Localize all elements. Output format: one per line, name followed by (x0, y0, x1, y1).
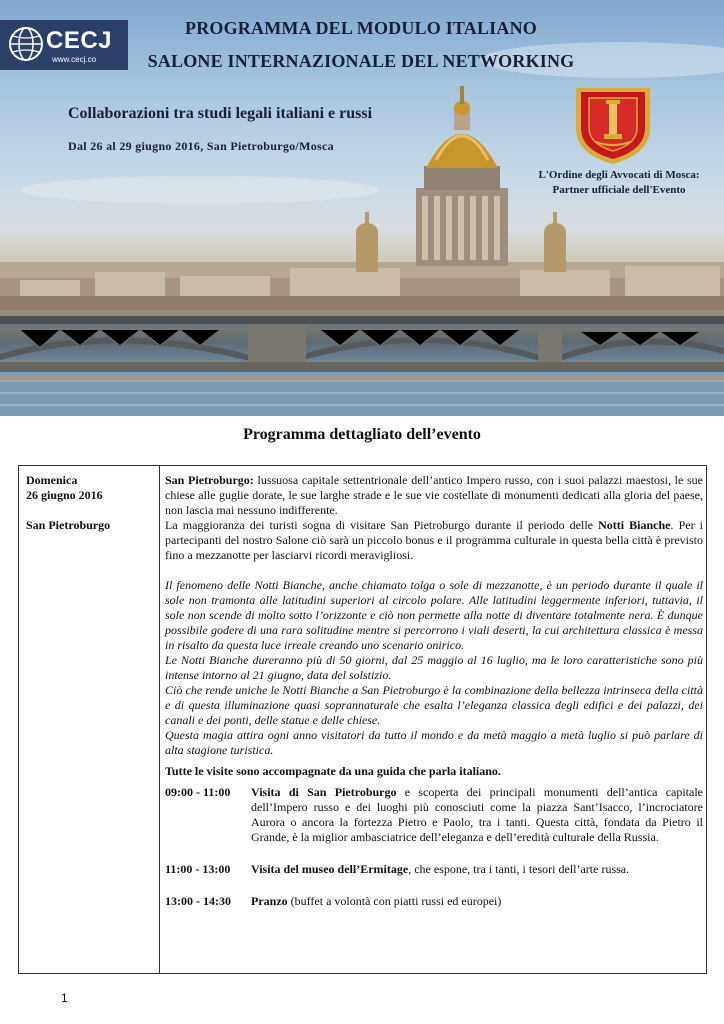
cecj-logo[interactable] (0, 20, 128, 70)
partner-note (520, 168, 718, 198)
italic-paragraph-4: Questa magia attira ogni anno visitatori da tutto il mondo e da metà maggio a metà luglio si può parlare di alta stagione turistica. (165, 728, 703, 757)
schedule-text: Pranzo (buffet a volontà con piatti russi ed europei) (251, 894, 502, 908)
italic-paragraph-3: Ciò che rende uniche le Notti Bianche a San Pietroburgo è la combinazione della bellezza intrinseca della città e di questa illuminazione quasi soprannaturale che esalta l’eleganza classica degli edifici e dei palazzi, dei canali e dei ponti, delle statue e delle chiese. (165, 683, 703, 727)
program-table (18, 465, 707, 974)
schedule-time: 09:00 - 11:00 (165, 785, 231, 799)
column-divider (159, 466, 160, 973)
intro-paragraph (165, 473, 703, 518)
schedule-item (165, 785, 703, 845)
intro-text: lussuosa capitale settentrionale dell’antico Impero russo, con i suoi palazzi maestosi, le sue chiese alle guglie dorate, le sue larghe strade e le sue vie costellate di monumenti dedicati alla gloria del paese, non lascia mai nessuno indifferente. (165, 473, 703, 517)
hero-banner (0, 0, 724, 416)
logo-brand: CECJ (46, 27, 113, 54)
globe-icon (8, 25, 44, 63)
event-dates: Dal 26 al 29 giugno 2016, San Pietroburgo/Mosca (68, 139, 334, 153)
schedule-text: Visita di San Pietroburgo e scoperta dei principali monumenti dell’antica capitale dell’Impero russo e dei luoghi più conosciuti come la piazza Sant’Isacco, l’incrociatore Aurora o ancora la fortezza Pietro e Paolo, tra i tanti. Questa città, fondata da Pietro il Grande, è la miglior ambasciatrice dell’eleganza e dell’eredità culturale della Russia. (251, 785, 703, 844)
guide-note: Tutte le visite sono accompagnate da una guida che parla italiano. (165, 764, 501, 778)
schedule-item (165, 894, 703, 909)
programme-title: PROGRAMMA DEL MODULO ITALIANO (185, 18, 537, 38)
day-details-cell (165, 473, 703, 909)
day-cell (26, 473, 154, 533)
date-label: 26 giugno 2016 (26, 488, 103, 502)
intro-bold: San Pietroburgo: (165, 473, 254, 487)
schedule-item (165, 862, 703, 877)
bar-association-emblem (568, 84, 658, 166)
city-label: San Pietroburgo (26, 518, 111, 532)
event-title: SALONE INTERNAZIONALE DEL NETWORKING (147, 51, 575, 71)
italic-paragraph-1: Il fenomeno delle Notti Bianche, anche chiamato tolga o sole di mezzanotte, è un periodo durante il quale il sole non tramonta alle latitudini superiori al circolo polare. Alle latitudini leggermente inferiori, tuttavia, il sole non scende di molto sotto l’orizzonte e ciò non permette alla notte di diventare totalmente nera. È dunque possibile godere di una rara solitudine mentre si percorrono i viali deserti, la cui architettura classica è messa in risalto da questa luce irreale creando uno scenario onirico. (165, 578, 703, 652)
logo-url: www.cecj.co (52, 55, 97, 64)
page-number: 1 (61, 991, 68, 1005)
day-label: Domenica (26, 473, 78, 487)
program-heading: Programma dettagliato dell’evento (243, 426, 481, 443)
schedule-time: 11:00 - 13:00 (165, 862, 231, 876)
schedule-text: Visita del museo dell’Ermitage, che espone, tra i tanti, i tesori dell’arte russa. (251, 862, 630, 876)
schedule-time: 13:00 - 14:30 (165, 894, 231, 908)
partner-line-2: Partner ufficiale dell'Evento (552, 184, 686, 196)
italic-paragraph-2: Le Notti Bianche dureranno più di 50 giorni, dal 25 maggio al 16 luglio, ma le loro caratteristiche sono più intense intorno al 21 giugno, data del solstizio. (165, 653, 703, 682)
partner-line-1: L'Ordine degli Avvocati di Mosca: (538, 169, 700, 181)
white-nights-paragraph: La maggioranza dei turisti sogna di visitare San Pietroburgo durante il periodo delle Notti Bianche. Per i partecipanti del nostro Salone ciò sarà un piccolo bonus e il programma culturale in questa bella città è previsto fino a mezzanotte per lasciarvi ricordi meravigliosi. (165, 518, 703, 562)
event-subtitle: Collaborazioni tra studi legali italiani e russi (68, 105, 373, 122)
white-nights-bold: Notti Bianche (598, 518, 671, 532)
